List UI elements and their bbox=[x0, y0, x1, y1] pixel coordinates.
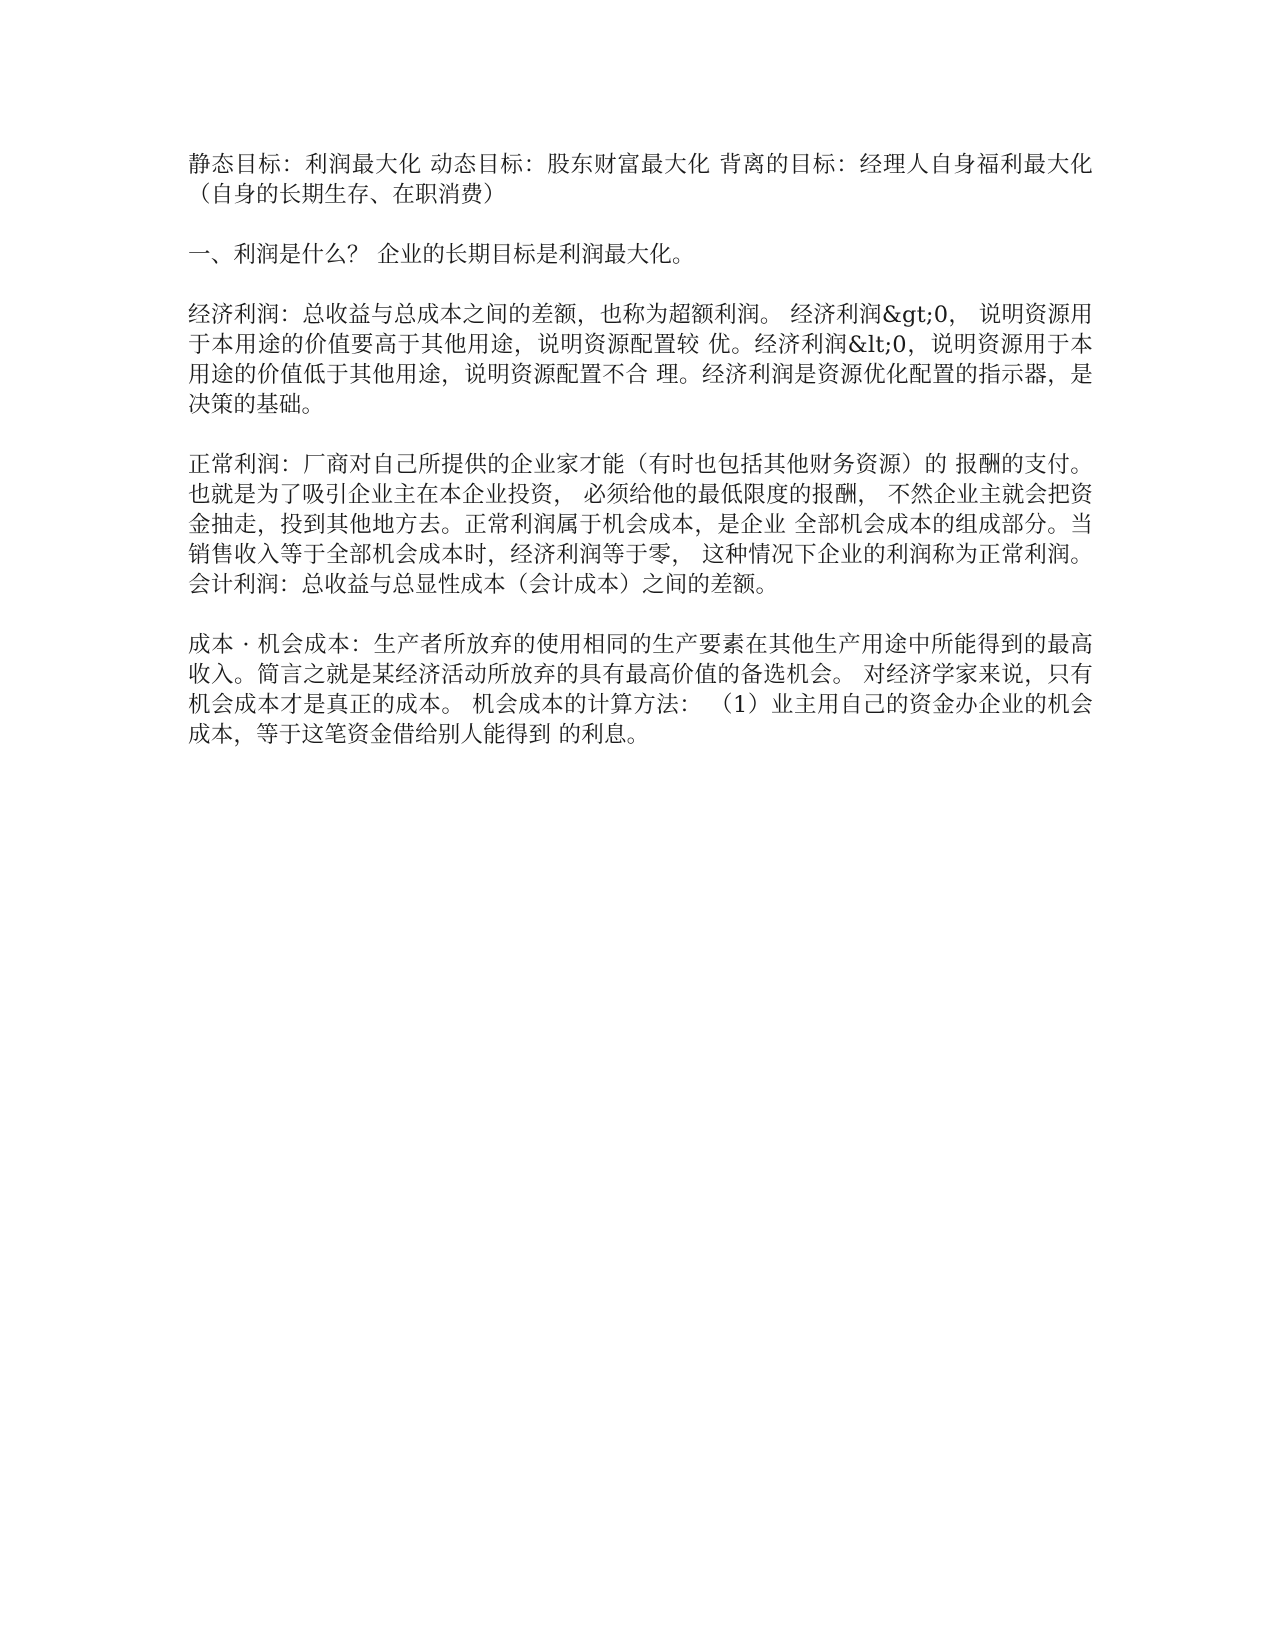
paragraph-what-is-profit: 一、利润是什么？ 企业的长期目标是利润最大化。 bbox=[188, 242, 695, 268]
paragraph-economic-profit: 经济利润：总收益与总成本之间的差额，也称为超额利润。 经济利润&gt;0， 说明资源用于本用途的价值要高于其他用途，说明资源配置较 优。经济利润&lt;0，说明资源用于本用途的价值低于其他用途，说明资源配置不合 理。经济利润是资源优化配置的指示器，是决策的基础。 bbox=[188, 302, 1093, 418]
paragraph-normal-profit: 正常利润：厂商对自己所提供的企业家才能（有时也包括其他财务资源）的 报酬的支付。 也就是为了吸引企业主在本企业投资， 必须给他的最低限度的报酬， 不然企业主就会把资金抽走，投到其他地方去。正常利润属于机会成本，是企业 全部机会成本的组成部分。当销售收入等于全部机会成本时，经济利润等于零， 这种情况下企业的利润称为正常利润。 会计利润：总收益与总显性成本（会计成本）之间的差额。 bbox=[188, 452, 1093, 598]
paragraph-opportunity-cost: 成本 · 机会成本：生产者所放弃的使用相同的生产要素在其他生产用途中所能得到的最高收入。简言之就是某经济活动所放弃的具有最高价值的备选机会。 对经济学家来说，只有机会成本才是真正的成本。 机会成本的计算方法： （1）业主用自己的资金办企业的机会成本，等于这笔资金借给别人能得到 的利息。 bbox=[188, 632, 1093, 748]
document-body bbox=[188, 150, 1093, 750]
paragraph-goals: 静态目标：利润最大化 动态目标：股东财富最大化 背离的目标：经理人自身福利最大化（自身的长期生存、在职消费） bbox=[188, 152, 1093, 208]
